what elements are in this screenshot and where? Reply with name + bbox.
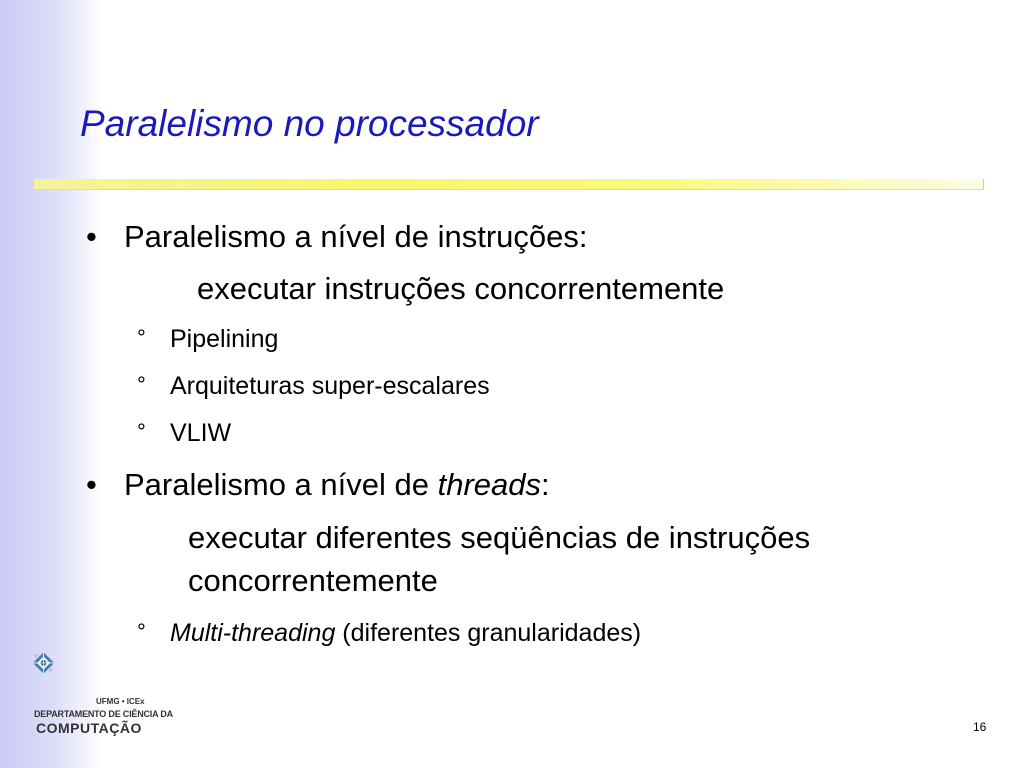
logo-line-1: UFMG • ICEx	[96, 697, 145, 706]
bullet-1-subtext: executar instruções concorrentemente	[197, 271, 725, 306]
subitem-vliw: VLIW	[170, 419, 232, 447]
logo-line-3: COMPUTAÇÃO	[36, 720, 142, 736]
subitem-superscalar: Arquiteturas super-escalares	[170, 372, 490, 400]
subitem-pipelining: Pipelining	[170, 325, 279, 353]
logo-line-2: DEPARTAMENTO DE CIÊNCIA DA	[34, 709, 173, 719]
subbullet-4-symbol: °	[137, 619, 146, 644]
slide-title: Paralelismo no processador	[80, 103, 539, 144]
subbullet-2-symbol: °	[137, 372, 146, 397]
subbullet-3-symbol: °	[137, 419, 146, 444]
bullet-1-text: Paralelismo a nível de instruções:	[124, 219, 588, 254]
bullet-2-symbol: •	[86, 467, 97, 502]
title-underline-rule	[34, 179, 984, 189]
bullet-1-symbol: •	[86, 219, 97, 254]
bullet-2-text	[124, 467, 550, 503]
subbullet-1-symbol: °	[137, 325, 146, 350]
bullet-2-subtext-line1: executar diferentes seqüências de instruções	[188, 520, 811, 555]
page-number: 16	[973, 720, 987, 734]
subitem-multithreading-rest: (diferentes granularidades)	[335, 619, 642, 647]
subitem-multithreading-italic: Multi-threading	[170, 619, 336, 647]
bullet-2-subtext-line2: concorrentemente	[188, 563, 438, 598]
bullet-2-text-end: :	[541, 467, 550, 502]
bullet-2-text-start: Paralelismo a nível de	[124, 467, 438, 502]
subitem-multithreading	[170, 619, 641, 648]
department-logo-icon	[32, 644, 88, 700]
bullet-2-text-italic: threads	[437, 467, 542, 502]
